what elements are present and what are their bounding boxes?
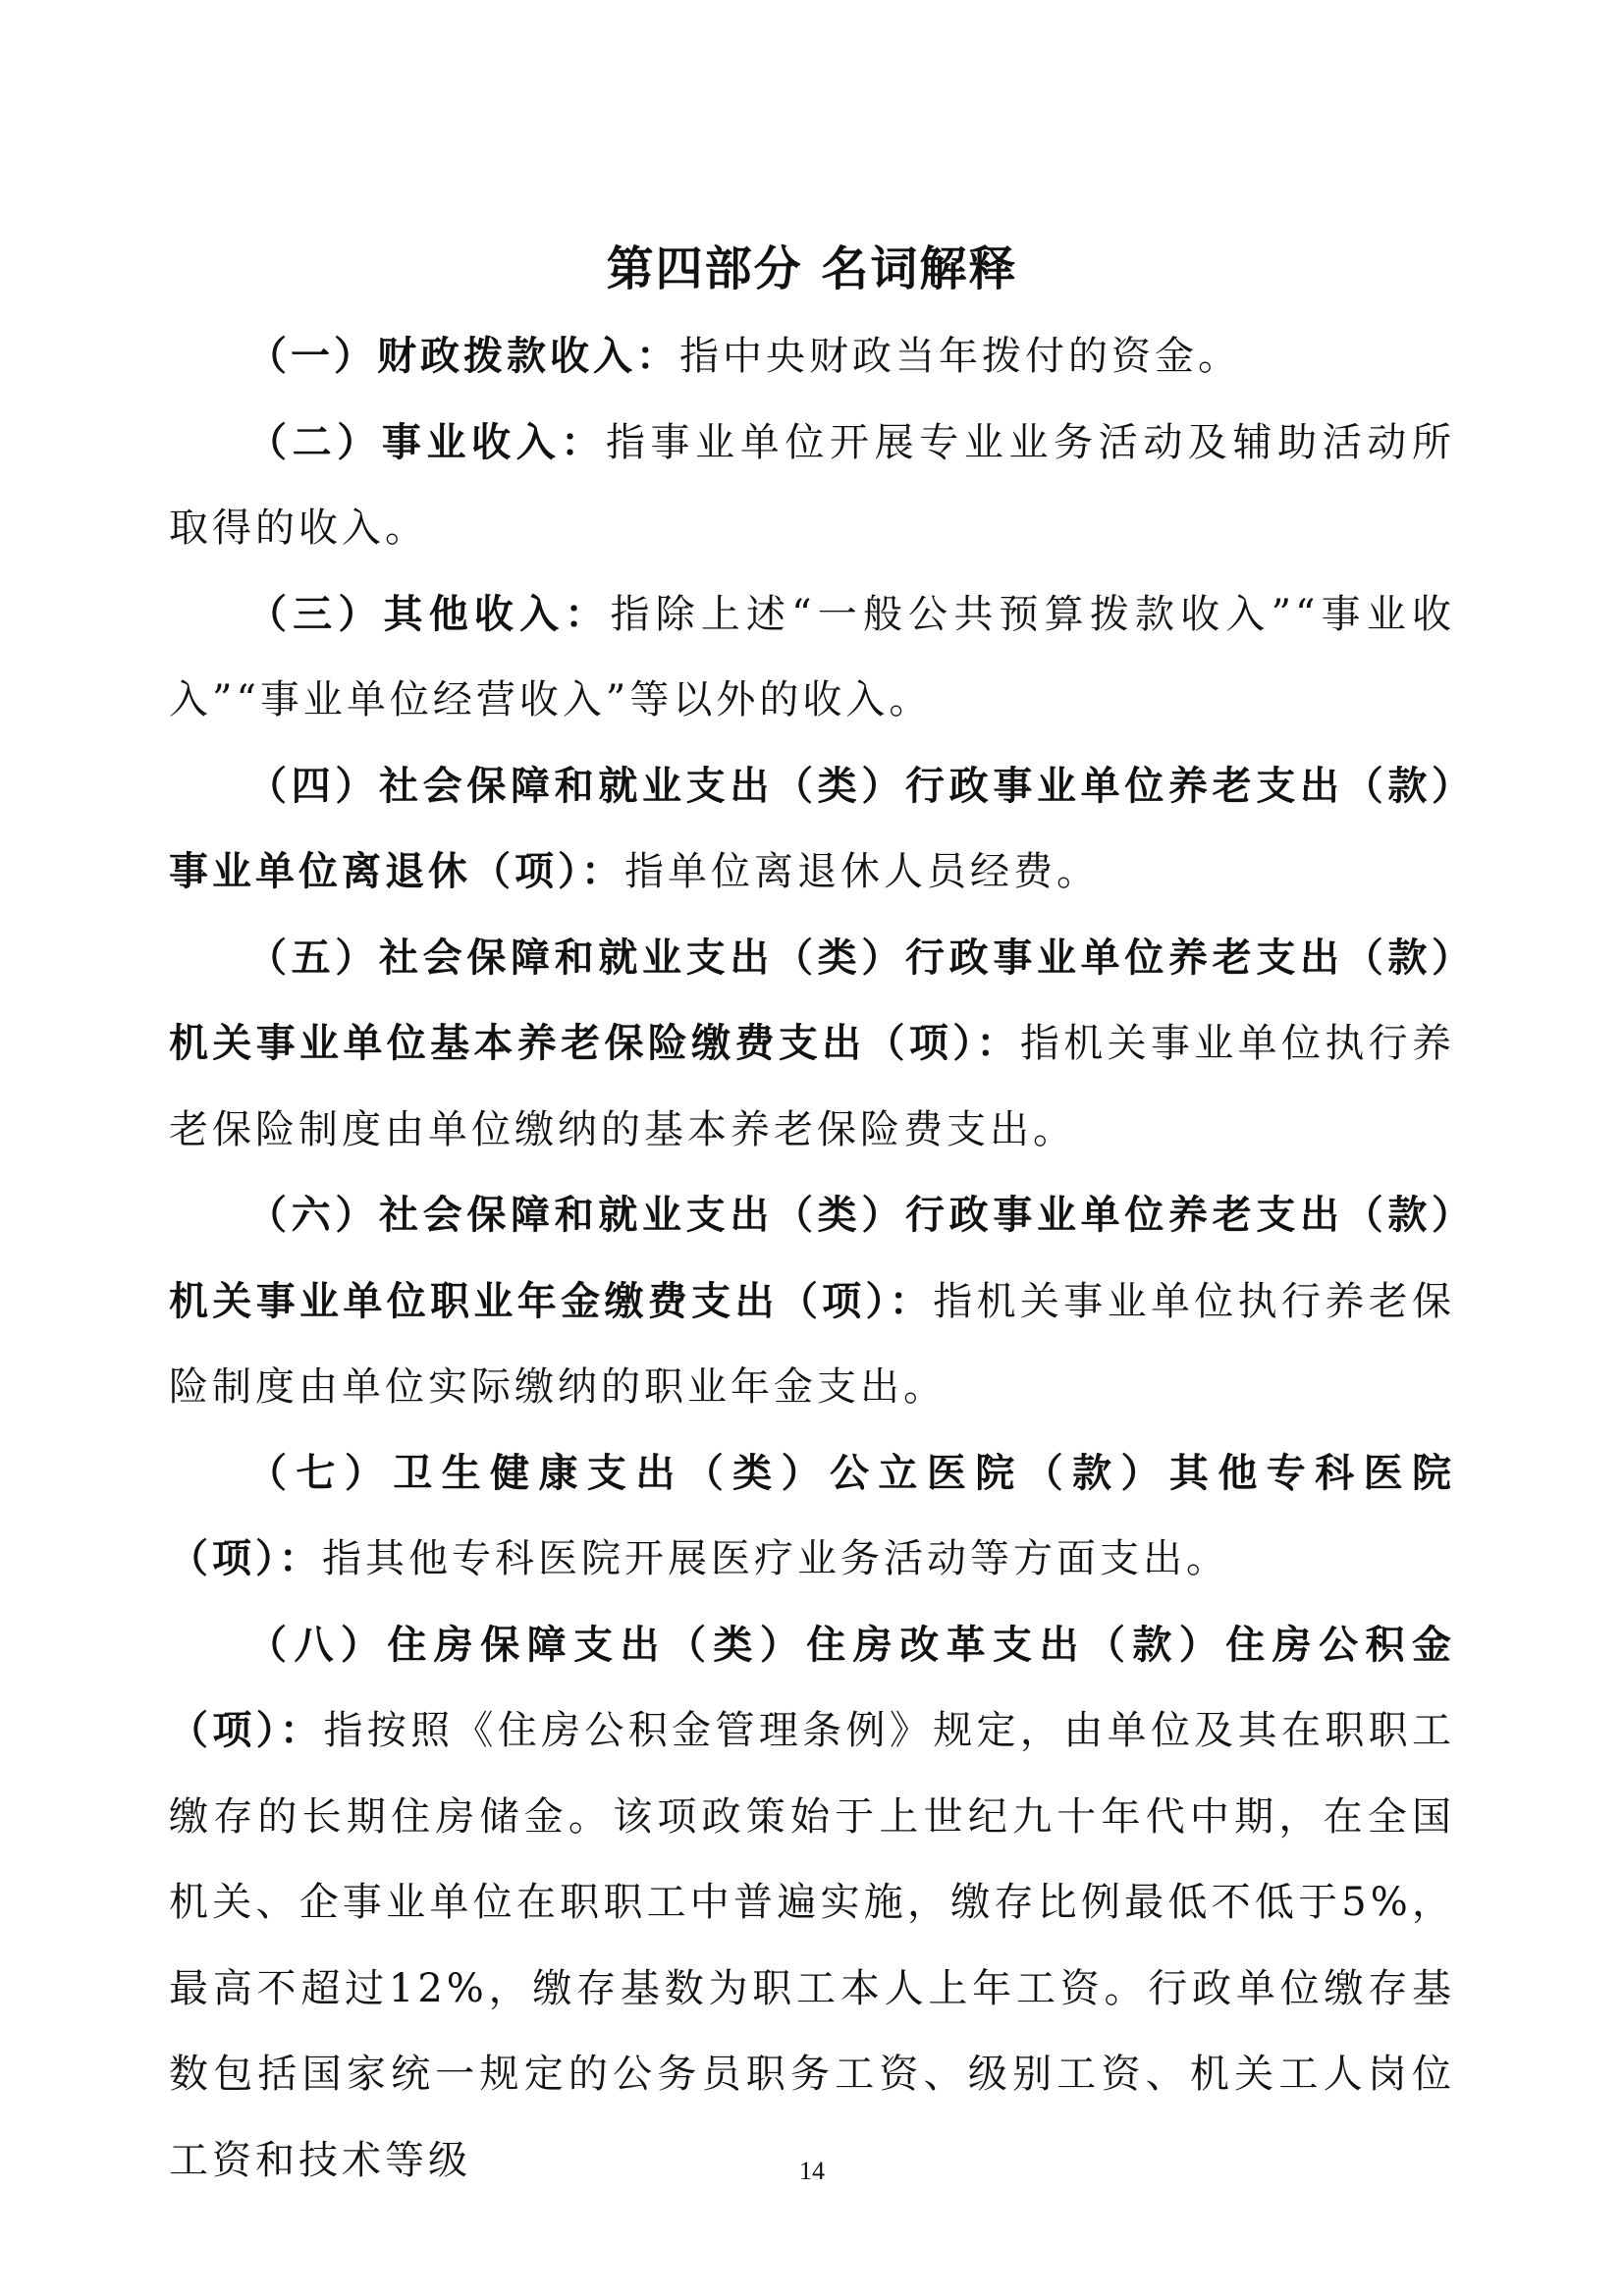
page-number: 14 (799, 2157, 825, 2185)
glossary-term-8: （八）住房保障支出（类）住房改革支出（款）住房公积金（项）： (169, 1622, 1455, 1753)
glossary-definition-8: 指按照《住房公积金管理条例》规定，由单位及其在职职工缴存的长期住房储金。该项政策始于上世纪九十年代中期，在全国机关、企事业单位在职职工中普遍实施，缴存比例最低不低于5%，最高不超过12%，缴存基数为职工本人上年工资。行政单位缴存基数包括国家统一规定的公务员职务工资、级别工资、机关工人岗位工资和技术等级 (169, 1708, 1456, 2183)
glossary-item-1 (169, 314, 1455, 400)
glossary-term-2: （二）事业收入： (247, 419, 606, 465)
glossary-definition-6: 指机关事业单位执行养老保险制度由单位实际缴纳的职业年金支出。 (169, 1278, 1456, 1410)
glossary-term-5: （五）社会保障和就业支出（类）行政事业单位养老支出（款）机关事业单位基本养老保险缴费支出（项）： (169, 934, 1455, 1066)
glossary-definition-3: 指除上述“一般公共预算拨款收入”“事业收入”“事业单位经营收入”等以外的收入。 (169, 591, 1455, 722)
page-title: 第四部分 名词解释 (606, 241, 1018, 296)
glossary-item-7 (169, 1431, 1455, 1603)
glossary-definition-7: 指其他专科医院开展医疗业务活动等方面支出。 (322, 1536, 1229, 1581)
glossary-definition-2: 指事业单位开展专业业务活动及辅助活动所取得的收入。 (169, 419, 1456, 551)
glossary-term-1: （一）财政拨款收入： (247, 334, 679, 379)
glossary-term-7: （七）卫生健康支出（类）公立医院（款）其他专科医院（项）： (169, 1450, 1455, 1581)
glossary-item-8 (169, 1603, 1455, 2205)
glossary-body (169, 314, 1455, 2204)
glossary-term-6: （六）社会保障和就业支出（类）行政事业单位养老支出（款）机关事业单位职业年金缴费支出（项）： (169, 1193, 1455, 1324)
glossary-item-3 (169, 572, 1455, 744)
glossary-item-2 (169, 400, 1455, 572)
glossary-term-3: （三）其他收入： (247, 591, 611, 637)
glossary-definition-5: 指机关事业单位执行养老保险制度由单位缴纳的基本养老保险费支出。 (169, 1021, 1456, 1152)
glossary-definition-4: 指单位离退休人员经费。 (624, 849, 1100, 894)
glossary-term-4: （四）社会保障和就业支出（类）行政事业单位养老支出（款）事业单位离退休（项）： (169, 763, 1455, 894)
glossary-item-6 (169, 1173, 1455, 1431)
glossary-item-4 (169, 744, 1455, 916)
glossary-item-5 (169, 916, 1455, 1174)
glossary-definition-1: 指中央财政当年拨付的资金。 (679, 334, 1241, 379)
